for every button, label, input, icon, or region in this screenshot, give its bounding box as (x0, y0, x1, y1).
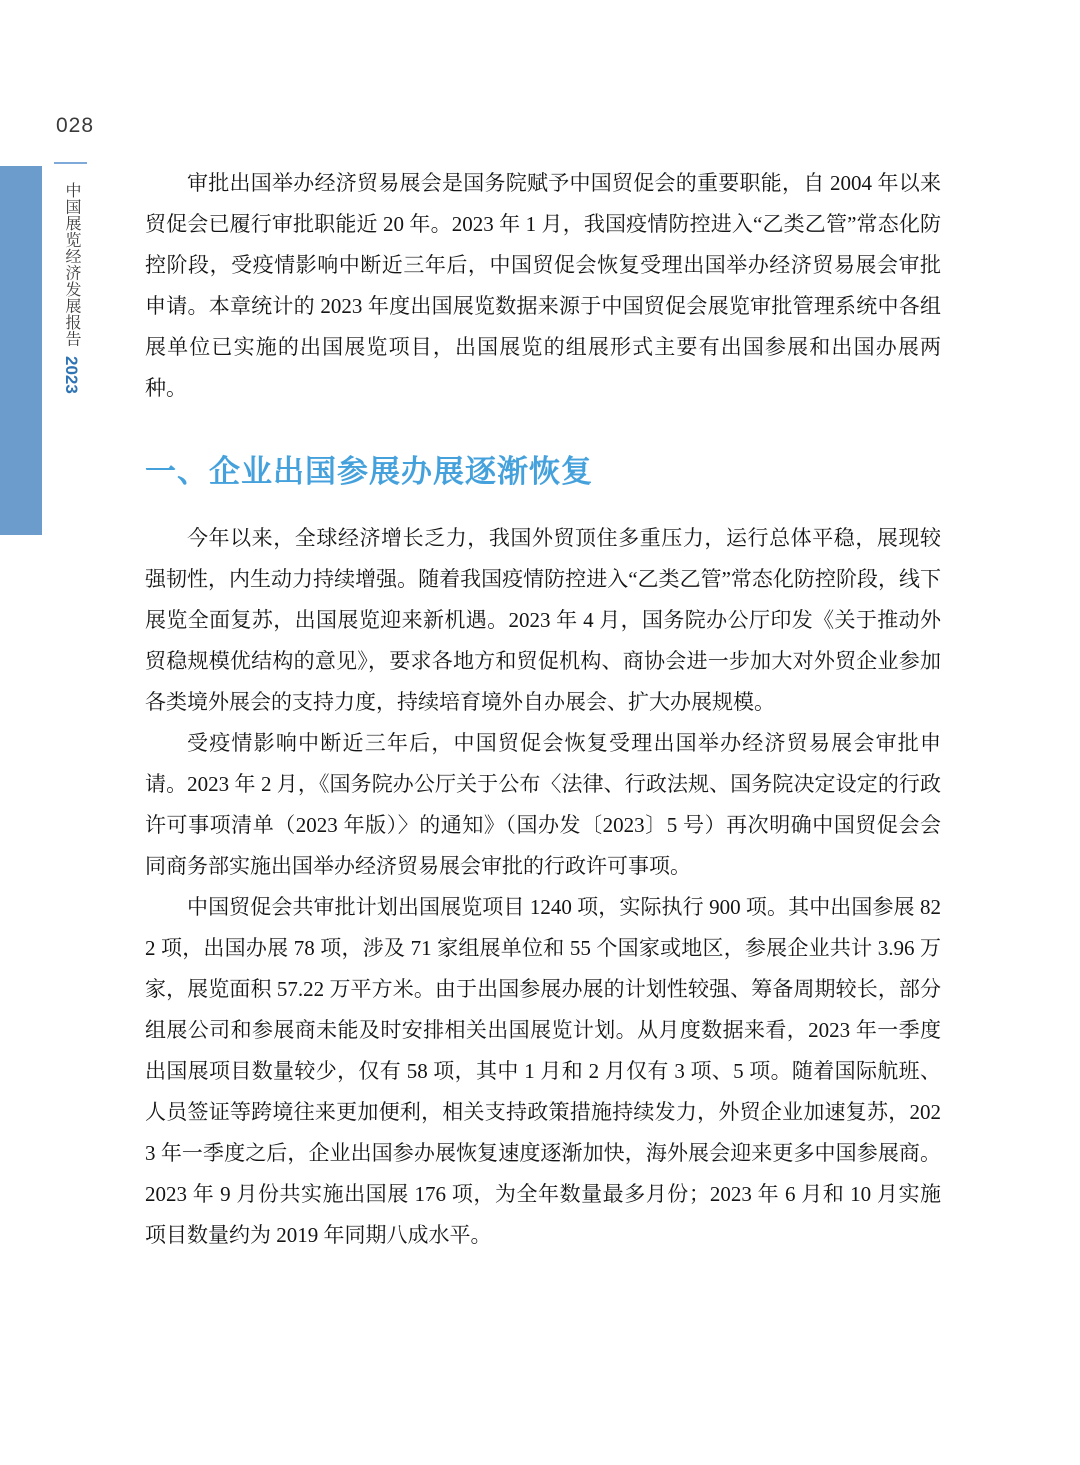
section-heading: 一、企业出国参展办展逐渐恢复 (145, 454, 593, 489)
page-number: 028 (56, 114, 95, 137)
main-content (145, 163, 941, 1256)
paragraph-recovery-overview: 今年以来，全球经济增长乏力，我国外贸顶住多重压力，运行总体平稳，展现较强韧性，内生动力持续增强。随着我国疫情防控进入“乙类乙管”常态化防控阶段，线下展览全面复苏，出国展览迎来新机遇。2023 年 4 月，国务院办公厅印发《关于推动外贸稳规模优结构的意见》，要求各地方和贸促机构、商协会进一步加大对外贸企业参加各类境外展会的支持力度，持续培育境外自办展会、扩大办展规模。 (145, 526, 941, 714)
intro-paragraph: 审批出国举办经济贸易展会是国务院赋予中国贸促会的重要职能，自 2004 年以来贸促会已履行审批职能近 20 年。2023 年 1 月，我国疫情防控进入“乙类乙管”常态化防控阶段，受疫情影响中断近三年后，中国贸促会恢复受理出国举办经济贸易展会审批申请。本章统计的 2023 年度出国展览数据来源于中国贸促会展览审批管理系统中各组展单位已实施的出国展览项目，出国展览的组展形式主要有出国参展和出国办展两种。 (145, 171, 941, 400)
sidebar-strip (0, 166, 42, 535)
sidebar-title-text: 中国展览经济发展报告 (63, 182, 80, 347)
sidebar-year: 2023 (62, 356, 81, 394)
paragraph-approval-resumption: 受疫情影响中断近三年后，中国贸促会恢复受理出国举办经济贸易展会审批申请。2023 年 2 月，《国务院办公厅关于公布〈法律、行政法规、国务院决定设定的行政许可事项清单（2023 年版）〉的通知》（国办发〔2023〕5 号）再次明确中国贸促会会同商务部实施出国举办经济贸易展会审批的行政许可事项。 (145, 731, 941, 878)
paragraph-statistics: 中国贸促会共审批计划出国展览项目 1240 项，实际执行 900 项。其中出国参展 822 项，出国办展 78 项，涉及 71 家组展单位和 55 个国家或地区，参展企业共计 3.96 万家，展览面积 57.22 万平方米。由于出国参展办展的计划性较强、筹备周期较长，部分组展公司和参展商未能及时安排相关出国展览计划。从月度数据来看，2023 年一季度出国展项目数量较少，仅有 58 项，其中 1 月和 2 月仅有 3 项、5 项。随着国际航班、人员签证等跨境往来更加便利，相关支持政策措施持续发力，外贸企业加速复苏，2023 年一季度之后，企业出国参办展恢复速度逐渐加快，海外展会迎来更多中国参展商。2023 年 9 月份共实施出国展 176 项，为全年数量最多月份；2023 年 6 月和 10 月实施项目数量约为 2019 年同期八成水平。 (145, 895, 941, 1247)
sidebar-title (60, 182, 83, 394)
header-rule (54, 162, 87, 164)
